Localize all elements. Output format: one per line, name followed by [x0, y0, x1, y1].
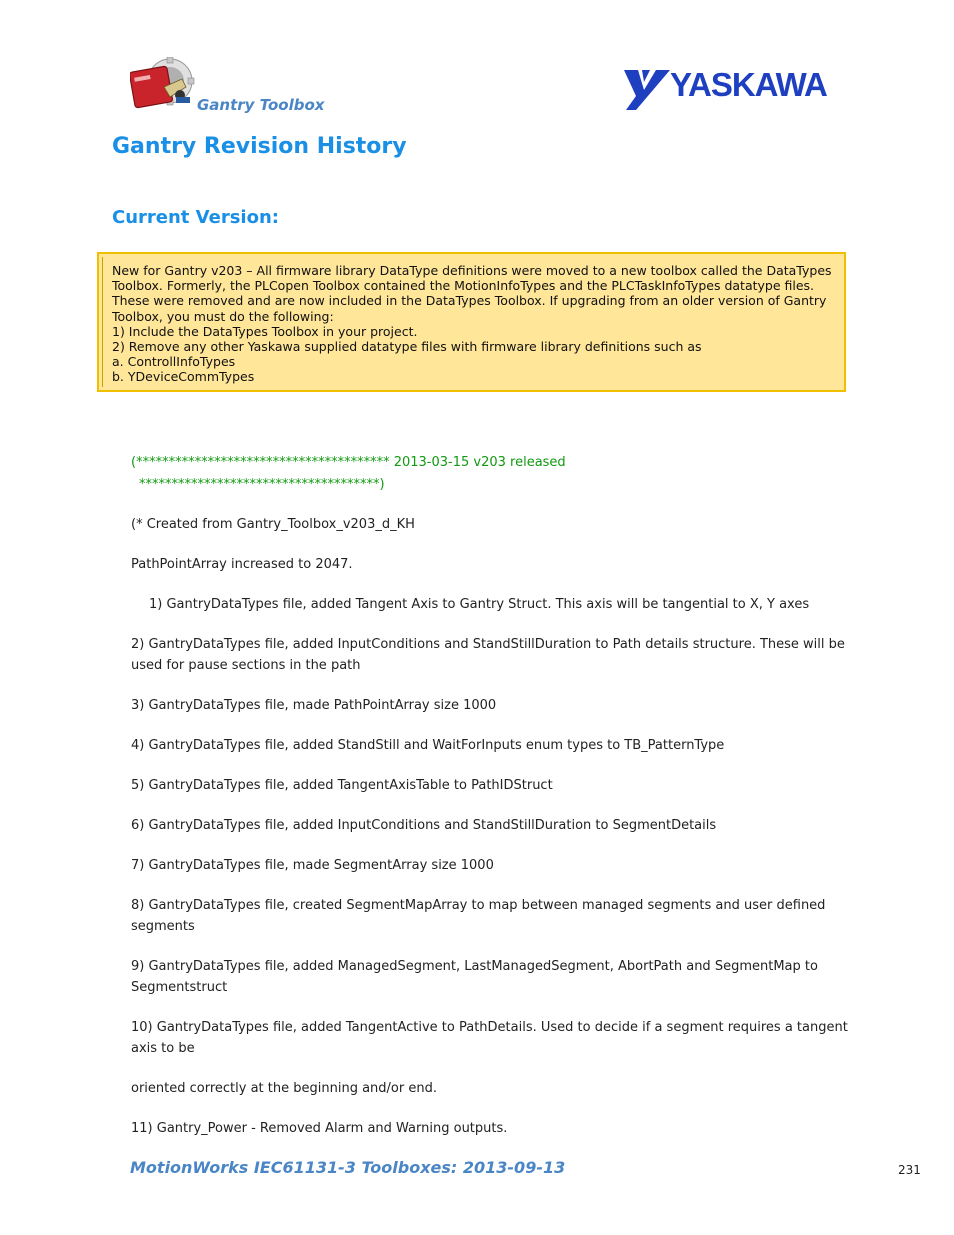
gantry-toolbox-logo — [130, 57, 198, 111]
created-from-line: (* Created from Gantry_Toolbox_v203_d_KH — [131, 517, 415, 532]
section-title: Current Version: — [112, 207, 279, 228]
log-item-10b: axis to be — [131, 1041, 195, 1056]
log-item-9a: 9) GantryDataTypes file, added ManagedSegment, LastManagedSegment, AbortPath and SegmentMap to — [131, 959, 818, 974]
log-item-1: 1) GantryDataTypes file, added Tangent Axis to Gantry Struct. This axis will be tangential to X, Y axes — [149, 597, 810, 612]
note-box — [97, 252, 846, 392]
path-point-line: PathPointArray increased to 2047. — [131, 557, 353, 572]
svg-text:YASKAWA: YASKAWA — [670, 66, 827, 103]
release-line-2: *************************************) — [139, 477, 385, 492]
log-item-11: 11) Gantry_Power - Removed Alarm and Warning outputs. — [131, 1121, 508, 1136]
log-item-8b: segments — [131, 919, 195, 934]
log-item-10c: oriented correctly at the beginning and/or end. — [131, 1081, 437, 1096]
log-item-3: 3) GantryDataTypes file, made PathPointArray size 1000 — [131, 698, 497, 713]
yaskawa-mark-icon — [622, 66, 844, 114]
toolbox-name: Gantry Toolbox — [197, 96, 325, 114]
log-item-10a: 10) GantryDataTypes file, added TangentActive to PathDetails. Used to decide if a segment requires a tangent — [131, 1020, 848, 1035]
log-item-5: 5) GantryDataTypes file, added TangentAxisTable to PathIDStruct — [131, 778, 553, 793]
page-title: Gantry Revision History — [112, 134, 407, 159]
log-item-2a: 2) GantryDataTypes file, added InputConditions and StandStillDuration to Path details structure. These will be — [131, 637, 845, 652]
log-item-4: 4) GantryDataTypes file, added StandStill and WaitForInputs enum types to TB_PatternType — [131, 738, 725, 753]
log-item-6: 6) GantryDataTypes file, added InputConditions and StandStillDuration to SegmentDetails — [131, 818, 717, 833]
log-item-8a: 8) GantryDataTypes file, created SegmentMapArray to map between managed segments and user defined — [131, 898, 826, 913]
log-item-2b: used for pause sections in the path — [131, 658, 361, 673]
yaskawa-logo — [622, 66, 844, 114]
note-bar — [102, 257, 103, 387]
log-item-7: 7) GantryDataTypes file, made SegmentArray size 1000 — [131, 858, 494, 873]
release-line-1: (*************************************** 2013-03-15 v203 released — [131, 455, 566, 470]
log-item-9b: Segmentstruct — [131, 980, 228, 995]
note-text: New for Gantry v203 – All firmware library DataType definitions were moved to a new toolbox called the DataTypes Toolbox. Formerly, the PLCopen Toolbox contained the MotionInfoTypes and the PLCTaskInfoTypes datatype files. These were removed and are now included in the DataTypes Toolbox. If upgrading from an older version of Gantry Toolbox, you must do the following: 1) Include the DataTypes Toolbox in your project. 2) Remove any other Yaskawa supplied datatype files with firmware library definitions such as a. ControllInfoTypes b. YDeviceCommTypes — [112, 263, 832, 385]
page-number: 231 — [898, 1163, 921, 1177]
footer-title: MotionWorks IEC61131-3 Toolboxes: 2013-09-13 — [130, 1158, 566, 1177]
